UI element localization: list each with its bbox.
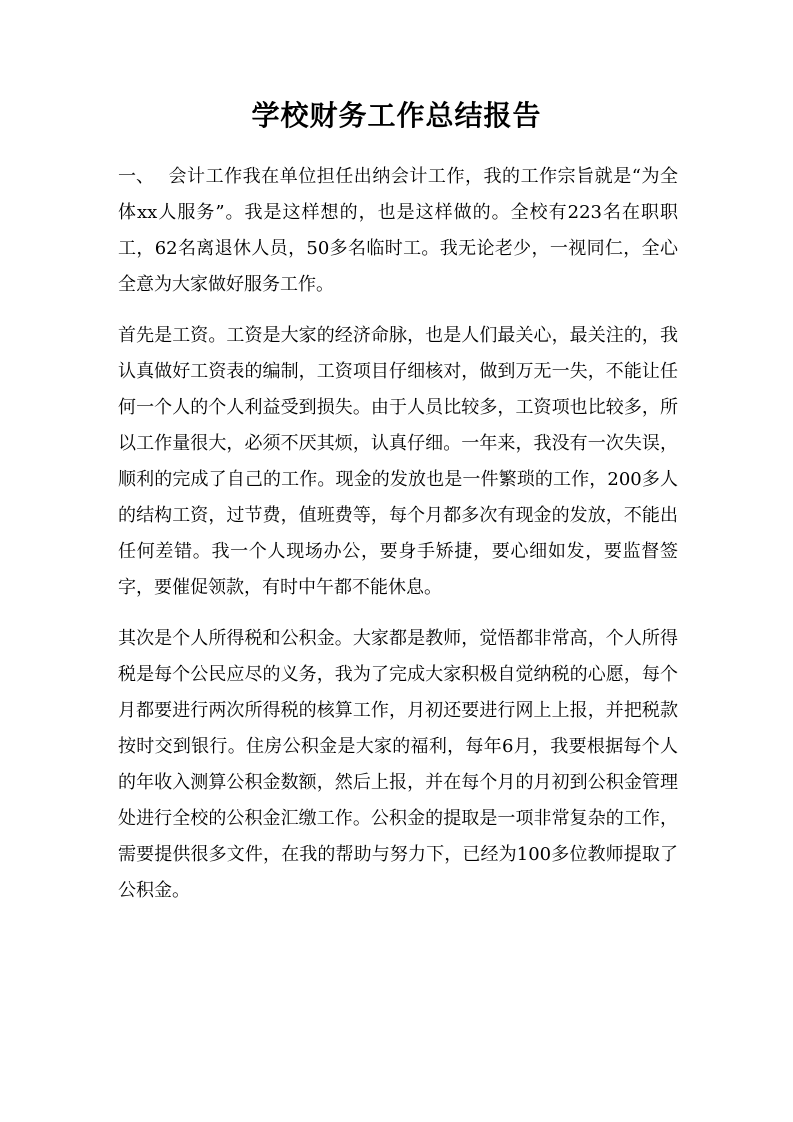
- document-body: [118, 159, 678, 924]
- paragraph-salary: [118, 318, 678, 606]
- section-number: 一、: [118, 166, 154, 187]
- paragraph-tax-and-fund: [118, 621, 678, 909]
- paragraph-accounting-work: [118, 159, 678, 303]
- paragraph-text: 会计工作我在单位担任出纳会计工作，我的工作宗旨就是“为全体xx人服务”。我是这样想的，也是这样做的。全校有223名在职职工，62名离退休人员，50多名临时工。我无论老少，一视同仁，全心全意为大家做好服务工作。: [118, 166, 678, 295]
- paragraph-text: 其次是个人所得税和公积金。大家都是教师，觉悟都非常高，个人所得税是每个公民应尽的义务，我为了完成大家积极自觉纳税的心愿，每个月都要进行两次所得税的核算工作，月初还要进行网上上报，并把税款按时交到银行。住房公积金是大家的福利，每年6月，我要根据每个人的年收入测算公积金数额，然后上报，并在每个月的月初到公积金管理处进行全校的公积金汇缴工作。公积金的提取是一项非常复杂的工作，需要提供很多文件，在我的帮助与努力下，已经为100多位教师提取了公积金。: [118, 628, 678, 901]
- document-title: 学校财务工作总结报告: [251, 99, 542, 132]
- paragraph-text: 首先是工资。工资是大家的经济命脉，也是人们最关心，最关注的，我认真做好工资表的编制，工资项目仔细核对，做到万无一失，不能让任何一个人的个人利益受到损失。由于人员比较多，工资项也比较多，所以工作量很大，必须不厌其烦，认真仔细。一年来，我没有一次失误，顺利的完成了自己的工作。现金的发放也是一件繁琐的工作，200多人的结构工资，过节费，值班费等，每个月都多次有现金的发放，不能出任何差错。我一个人现场办公，要身手矫捷，要心细如发，要监督签字，要催促领款，有时中午都不能休息。: [118, 325, 678, 598]
